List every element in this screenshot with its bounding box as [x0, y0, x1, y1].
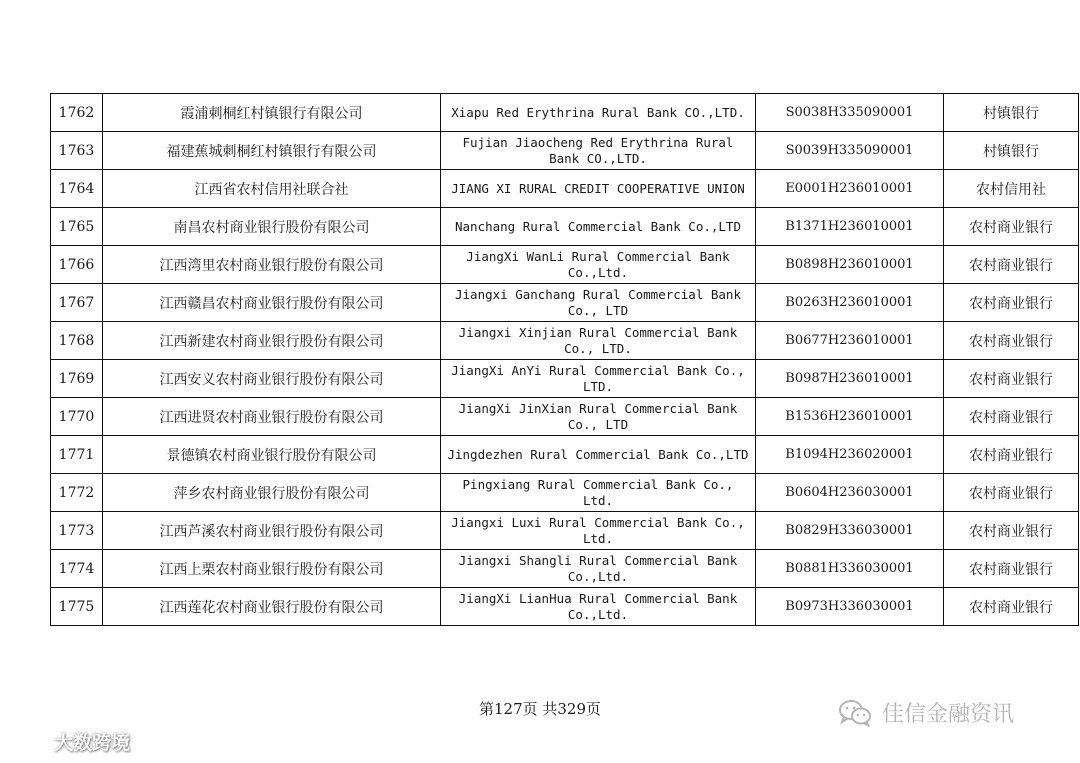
- institution-code: B0987H236010001: [756, 360, 944, 398]
- row-number: 1771: [51, 436, 103, 474]
- institution-code: S0039H335090001: [756, 132, 944, 170]
- row-number: 1772: [51, 474, 103, 512]
- table-row: [51, 398, 1079, 436]
- institution-code: B1371H236010001: [756, 208, 944, 246]
- brand-watermark-text: 大数跨境: [54, 732, 131, 754]
- table-body: [51, 94, 1079, 626]
- institution-type: 农村商业银行: [944, 550, 1079, 588]
- row-number: 1768: [51, 322, 103, 360]
- table-row: [51, 588, 1079, 626]
- institution-code: B0898H236010001: [756, 246, 944, 284]
- bank-name-en: JiangXi JinXian Rural Commercial Bank Co., LTD: [441, 398, 756, 436]
- institution-code: S0038H335090001: [756, 94, 944, 132]
- bank-name-cn: 江西省农村信用社联合社: [103, 170, 441, 208]
- institution-type: 农村商业银行: [944, 360, 1079, 398]
- bank-name-en: Fujian Jiaocheng Red Erythrina Rural Bank CO.,LTD.: [441, 132, 756, 170]
- table-row: [51, 322, 1079, 360]
- institution-type: 农村商业银行: [944, 322, 1079, 360]
- bank-name-en: Xiapu Red Erythrina Rural Bank CO.,LTD.: [441, 94, 756, 132]
- row-number: 1769: [51, 360, 103, 398]
- institution-type: 农村商业银行: [944, 512, 1079, 550]
- row-number: 1774: [51, 550, 103, 588]
- bank-name-cn: 江西上栗农村商业银行股份有限公司: [103, 550, 441, 588]
- institution-type: 农村商业银行: [944, 474, 1079, 512]
- institution-type: 农村商业银行: [944, 436, 1079, 474]
- wechat-icon: [838, 699, 874, 727]
- bank-name-en: Jiangxi Shangli Rural Commercial Bank Co.,Ltd.: [441, 550, 756, 588]
- row-number: 1763: [51, 132, 103, 170]
- table-row: [51, 360, 1079, 398]
- bank-name-cn: 霞浦刺桐红村镇银行有限公司: [103, 94, 441, 132]
- bank-name-cn: 萍乡农村商业银行股份有限公司: [103, 474, 441, 512]
- bank-name-cn: 江西新建农村商业银行股份有限公司: [103, 322, 441, 360]
- institution-code: B0973H336030001: [756, 588, 944, 626]
- bank-name-en: JiangXi WanLi Rural Commercial Bank Co.,Ltd.: [441, 246, 756, 284]
- table-row: [51, 284, 1079, 322]
- table-row: [51, 94, 1079, 132]
- table-row: [51, 512, 1079, 550]
- bank-name-en: JiangXi AnYi Rural Commercial Bank Co., LTD.: [441, 360, 756, 398]
- brand-watermark: [10, 728, 130, 755]
- row-number: 1762: [51, 94, 103, 132]
- bank-name-cn: 江西赣昌农村商业银行股份有限公司: [103, 284, 441, 322]
- institution-code: B0677H236010001: [756, 322, 944, 360]
- institution-code: B0604H236030001: [756, 474, 944, 512]
- bank-name-en: Jingdezhen Rural Commercial Bank Co.,LTD: [441, 436, 756, 474]
- bank-name-cn: 福建蕉城刺桐红村镇银行有限公司: [103, 132, 441, 170]
- institution-type: 村镇银行: [944, 94, 1079, 132]
- institution-type: 农村商业银行: [944, 208, 1079, 246]
- wechat-watermark-text: 佳信金融资讯: [882, 702, 1015, 727]
- row-number: 1773: [51, 512, 103, 550]
- institution-type: 农村商业银行: [944, 246, 1079, 284]
- institution-type: 农村信用社: [944, 170, 1079, 208]
- institution-code: B0263H236010001: [756, 284, 944, 322]
- bank-name-cn: 江西莲花农村商业银行股份有限公司: [103, 588, 441, 626]
- institution-code: B0881H336030001: [756, 550, 944, 588]
- wechat-watermark: [838, 697, 1014, 728]
- bank-name-cn: 江西安义农村商业银行股份有限公司: [103, 360, 441, 398]
- bank-name-cn: 景德镇农村商业银行股份有限公司: [103, 436, 441, 474]
- bank-name-en: Jiangxi Xinjian Rural Commercial Bank Co., LTD.: [441, 322, 756, 360]
- bank-name-en: JIANG XI RURAL CREDIT COOPERATIVE UNION: [441, 170, 756, 208]
- table-row: [51, 132, 1079, 170]
- institution-type: 农村商业银行: [944, 398, 1079, 436]
- row-number: 1770: [51, 398, 103, 436]
- bank-name-cn: 南昌农村商业银行股份有限公司: [103, 208, 441, 246]
- row-number: 1764: [51, 170, 103, 208]
- institution-code: E0001H236010001: [756, 170, 944, 208]
- table-row: [51, 208, 1079, 246]
- table-row: [51, 170, 1079, 208]
- institution-type: 农村商业银行: [944, 588, 1079, 626]
- row-number: 1766: [51, 246, 103, 284]
- institution-type: 村镇银行: [944, 132, 1079, 170]
- row-number: 1767: [51, 284, 103, 322]
- row-number: 1765: [51, 208, 103, 246]
- bank-name-en: Jiangxi Luxi Rural Commercial Bank Co., Ltd.: [441, 512, 756, 550]
- page-number: 第127页 共329页: [478, 700, 602, 718]
- row-number: 1775: [51, 588, 103, 626]
- table-row: [51, 246, 1079, 284]
- bank-name-en: Nanchang Rural Commercial Bank Co.,LTD: [441, 208, 756, 246]
- bank-name-cn: 江西进贤农村商业银行股份有限公司: [103, 398, 441, 436]
- table-row: [51, 550, 1079, 588]
- institution-code: B0829H336030001: [756, 512, 944, 550]
- bank-name-en: Jiangxi Ganchang Rural Commercial Bank Co., LTD: [441, 284, 756, 322]
- institution-type: 农村商业银行: [944, 284, 1079, 322]
- institution-code: B1094H236020001: [756, 436, 944, 474]
- institution-code: B1536H236010001: [756, 398, 944, 436]
- bank-name-en: Pingxiang Rural Commercial Bank Co., Ltd.: [441, 474, 756, 512]
- bank-name-cn: 江西湾里农村商业银行股份有限公司: [103, 246, 441, 284]
- bank-name-cn: 江西芦溪农村商业银行股份有限公司: [103, 512, 441, 550]
- brand-logo-icon: [10, 729, 50, 755]
- table-row: [51, 474, 1079, 512]
- table-row: [51, 436, 1079, 474]
- bank-name-en: JiangXi LianHua Rural Commercial Bank Co.,Ltd.: [441, 588, 756, 626]
- bank-list-table: [50, 93, 1079, 626]
